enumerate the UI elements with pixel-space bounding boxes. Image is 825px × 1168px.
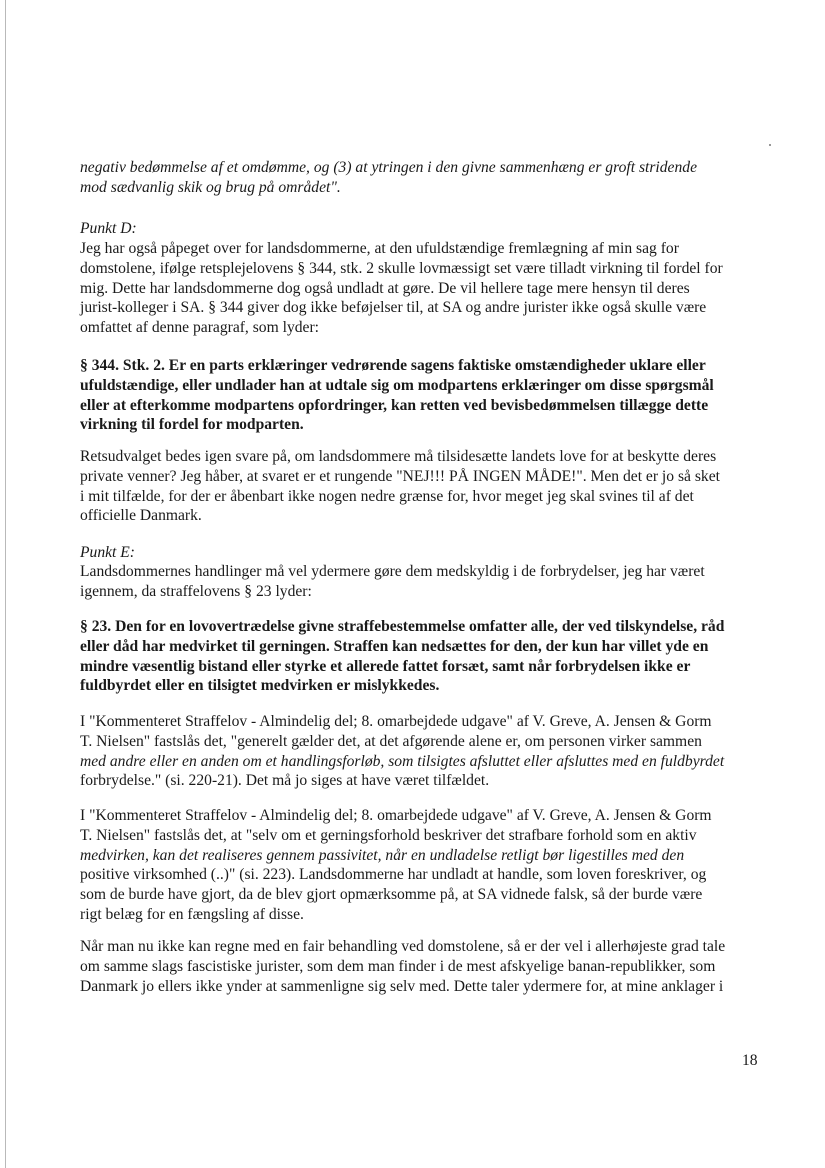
intro-quote-continuation xyxy=(80,158,764,198)
punkt-d-paragraph xyxy=(80,239,764,338)
text-line: I "Kommenteret Straffelov - Almindelig del; 8. omarbejdede udgave" af V. Greve, A. Jensen & Gorm xyxy=(80,807,712,824)
text-line: eller at efterkomme modpartens opfordringer, kan retten ved bevisbedømmelsen tillægge dette xyxy=(80,396,709,414)
commentary-paragraph-2 xyxy=(80,806,764,925)
text-line: i mit tilfælde, for der er åbenbart ikke nogen nedre grænse for, hvor meget jeg skal svines til af det xyxy=(80,487,694,505)
text-line: negativ bedømmelse af et omdømme, og (3) at ytringen i den givne sammenhæng er groft stridende xyxy=(80,159,697,176)
text-line: om samme slags fascistiske jurister, som dem man finder i de mest afskyelige banan-republikker, som xyxy=(80,957,716,975)
section-heading: Punkt D: xyxy=(80,220,137,237)
text-line: med andre eller en anden om et handlingsforløb, som tilsigtes afsluttet eller afsluttes med en fuldbyrdet xyxy=(80,752,725,770)
text-line: ufuldstændige, eller undlader han at udtale sig om modpartens erklæringer om disse spørgsmål xyxy=(80,376,714,394)
text-line: I "Kommenteret Straffelov - Almindelig del; 8. omarbejdede udgave" af V. Greve, A. Jensen & Gorm xyxy=(80,713,712,730)
punkt-e-heading xyxy=(80,543,764,563)
punkt-d-heading xyxy=(80,219,764,239)
text-line: Landsdommernes handlinger må vel ydermere gøre dem medskyldig i de forbrydelser, jeg har været xyxy=(80,563,705,580)
section-heading: Punkt E: xyxy=(80,544,135,561)
text-line: Jeg har også påpeget over for landsdommerne, at den ufuldstændige fremlægning af min sag for xyxy=(80,240,679,257)
text-line: Retsudvalget bedes igen svare på, om landsdommere må tilsidesætte landets love for at beskytte deres xyxy=(80,448,717,465)
text-line: jurist-kolleger i SA. § 344 giver dog ikke beføjelser til, at SA og andre jurister ikke også skulle være xyxy=(80,299,707,317)
text-line: T. Nielsen" fastslås det, at "selv om et gerningsforhold beskriver det strafbare forhold som en aktiv xyxy=(80,826,697,844)
text-line: § 344. Stk. 2. Er en parts erklæringer vedrørende sagens faktiske omstændigheder uklare eller xyxy=(80,357,706,374)
text-line: omfattet af denne paragraf, som lyder: xyxy=(80,319,320,337)
scan-speck xyxy=(769,144,771,146)
text-line: Når man nu ikke kan regne med en fair behandling ved domstolene, så er der vel i allerhøjeste grad tale xyxy=(80,938,726,955)
text-line: officielle Danmark. xyxy=(80,507,202,525)
scan-edge-line xyxy=(5,0,6,1168)
text-line: virkning til fordel for modparten. xyxy=(80,416,304,434)
text-line: mindre væsentlig bistand eller styrke et allerede fattet forsæt, samt når forbrydelsen ikke er xyxy=(80,657,691,675)
commentary-paragraph-1 xyxy=(80,712,764,791)
law-paragraph-23 xyxy=(80,617,764,696)
law-paragraph-344 xyxy=(80,356,764,435)
text-line: eller dåd har medvirket til gerningen. Straffen kan nedsættes for den, der kun har villet yde en xyxy=(80,637,709,655)
text-line: mig. Dette har landsdommerne dog også undladt at gøre. De vil hellere tage mere hensyn til deres xyxy=(80,279,690,297)
page-number: 18 xyxy=(742,1052,758,1069)
text-line: T. Nielsen" fastslås det, "generelt gælder det, at det afgørende alene er, om personen virker sammen xyxy=(80,732,702,750)
closing-paragraph xyxy=(80,937,764,996)
text-line: rigt belæg for en fængsling af disse. xyxy=(80,905,304,923)
text-line: fuldbyrdet eller en tilsigtet medvirken er mislykkedes. xyxy=(80,677,440,695)
text-line: domstolene, ifølge retsplejelovens § 344, stk. 2 skulle lovmæssigt set være tilladt virkning til fordel for xyxy=(80,259,723,277)
text-line: forbrydelse." (si. 220-21). Det må jo siges at have været tilfældet. xyxy=(80,772,490,790)
retsudvalget-paragraph xyxy=(80,447,764,526)
text-line: § 23. Den for en lovovertrædelse givne straffebestemmelse omfatter alle, der ved tilskyndelse, råd xyxy=(80,618,725,635)
text-line: mod sædvanlig skik og brug på området". xyxy=(80,178,341,196)
punkt-e-paragraph xyxy=(80,562,764,602)
text-line: igennem, da straffelovens § 23 lyder: xyxy=(80,582,312,600)
text-line: positive virksomhed (..)" (si. 223). Landsdommerne har undladt at handle, som loven foreskriver, og xyxy=(80,866,707,884)
text-line: som de burde have gjort, da de blev gjort opmærksomme på, at SA vidnede falsk, så der burde være xyxy=(80,886,703,904)
text-line: medvirken, kan det realiseres gennem passivitet, når en undladelse retligt bør ligestilles med den xyxy=(80,846,685,864)
text-line: private venner? Jeg håber, at svaret er et rungende "NEJ!!! PÅ INGEN MÅDE!". Men det er jo så sket xyxy=(80,467,720,485)
text-line: Danmark jo ellers ikke ynder at sammenligne sig selv med. Dette taler ydermere for, at mine anklager i xyxy=(80,977,724,995)
